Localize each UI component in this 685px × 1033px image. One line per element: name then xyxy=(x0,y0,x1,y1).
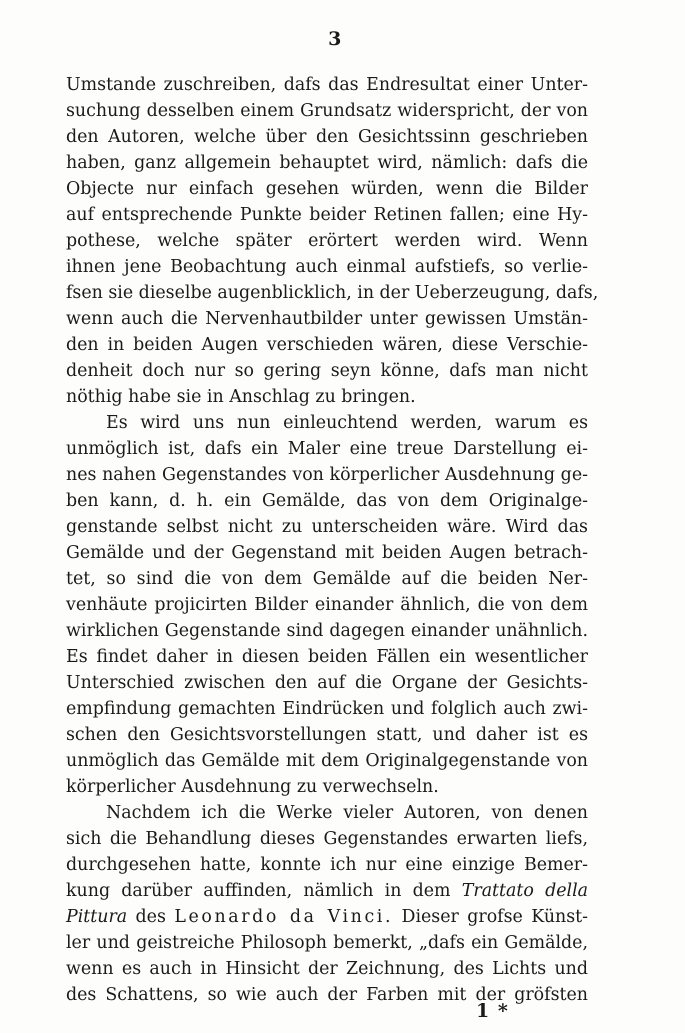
text-line: Gemälde und der Gegenstand mit beiden Augen betrach- xyxy=(66,543,588,563)
signature-mark: 1 * xyxy=(476,1000,509,1022)
text-line: Nachdem ich die Werke vieler Autoren, von denen xyxy=(106,803,588,823)
text-line: wenn es auch in Hinsicht der Zeichnung, des Lichts und xyxy=(66,959,588,979)
page-number: 3 xyxy=(328,28,342,50)
text-line: fsen sie dieselbe augenblicklich, in der Ueberzeugung, dafs, xyxy=(66,283,599,303)
text-line: ben kann, d. h. ein Gemälde, das von dem Originalge- xyxy=(66,491,588,511)
line-text: kung darüber auffinden, nämlich in dem xyxy=(66,881,451,901)
text-line: den in beiden Augen verschieden wären, diese Verschie- xyxy=(66,335,588,355)
text-line: genstande selbst nicht zu unterscheiden wäre. Wird das xyxy=(66,517,588,537)
author-name: Leonardo da Vinci. xyxy=(174,907,394,927)
line-text: des xyxy=(135,907,166,927)
text-line: Umstande zuschreiben, dafs das Endresultat einer Unter- xyxy=(66,75,588,95)
text-line: denheit doch nur so gering seyn könne, dafs man nicht xyxy=(66,361,588,381)
paragraph-1 xyxy=(66,72,599,410)
text-line: nöthig habe sie in Anschlag zu bringen. xyxy=(66,387,416,407)
body-text xyxy=(66,72,599,1008)
text-line: tet, so sind die von dem Gemälde auf die beiden Ner- xyxy=(66,569,588,589)
text-line: haben, ganz allgemein behauptet wird, nämlich: dafs die xyxy=(66,153,588,173)
text-line: wenn auch die Nervenhautbilder unter gewissen Umstän- xyxy=(66,309,588,329)
text-line: schen den Gesichtsvorstellungen statt, und daher ist es xyxy=(66,725,588,745)
text-line: Objecte nur einfach gesehen würden, wenn die Bilder xyxy=(66,179,588,199)
text-line xyxy=(66,878,588,904)
text-line: Es findet daher in diesen beiden Fällen ein wesentlicher xyxy=(66,647,588,667)
text-line: Es wird uns nun einleuchtend werden, warum es xyxy=(106,413,588,433)
text-line: sich die Behandlung dieses Gegenstandes erwarten liefs, xyxy=(66,829,588,849)
line-text: Dieser grofse Künst- xyxy=(401,907,589,927)
text-line: unmöglich das Gemälde mit dem Originalgegenstande von xyxy=(66,751,588,771)
text-line: den Autoren, welche über den Gesichtssinn geschrieben xyxy=(66,127,588,147)
text-line: auf entsprechende Punkte beider Retinen fallen; eine Hy- xyxy=(66,205,588,225)
book-title: Trattato della xyxy=(461,881,588,901)
text-line: Unterschied zwischen den auf die Organe der Gesichts- xyxy=(66,673,588,693)
text-line: venhäute projicirten Bilder einander ähnlich, die von dem xyxy=(66,595,588,615)
text-line: körperlicher Ausdehnung zu verwechseln. xyxy=(66,777,439,797)
text-line xyxy=(66,904,588,930)
text-line: ihnen jene Beobachtung auch einmal aufstiefs, so verlie- xyxy=(66,257,588,277)
text-line: empfindung gemachten Eindrücken und folglich auch zwi- xyxy=(66,699,588,719)
text-line: nes nahen Gegenstandes von körperlicher Ausdehnung ge- xyxy=(66,465,588,485)
text-line: wirklichen Gegenstande sind dagegen einander unähnlich. xyxy=(66,621,588,641)
text-line: suchung desselben einem Grundsatz widerspricht, der von xyxy=(66,101,588,121)
book-title-continued: Pittura xyxy=(66,907,128,927)
text-line: ler und geistreiche Philosoph bemerkt, „dafs ein Gemälde, xyxy=(66,933,588,953)
paragraph-3 xyxy=(66,800,588,1008)
paragraph-2 xyxy=(66,410,588,800)
text-line: unmöglich ist, dafs ein Maler eine treue Darstellung ei- xyxy=(66,439,588,459)
text-line: pothese, welche später erörtert werden wird. Wenn xyxy=(66,231,588,251)
text-line: durchgesehen hatte, konnte ich nur eine einzige Bemer- xyxy=(66,855,588,875)
text-line: des Schattens, so wie auch der Farben mit der gröfsten xyxy=(66,985,588,1005)
